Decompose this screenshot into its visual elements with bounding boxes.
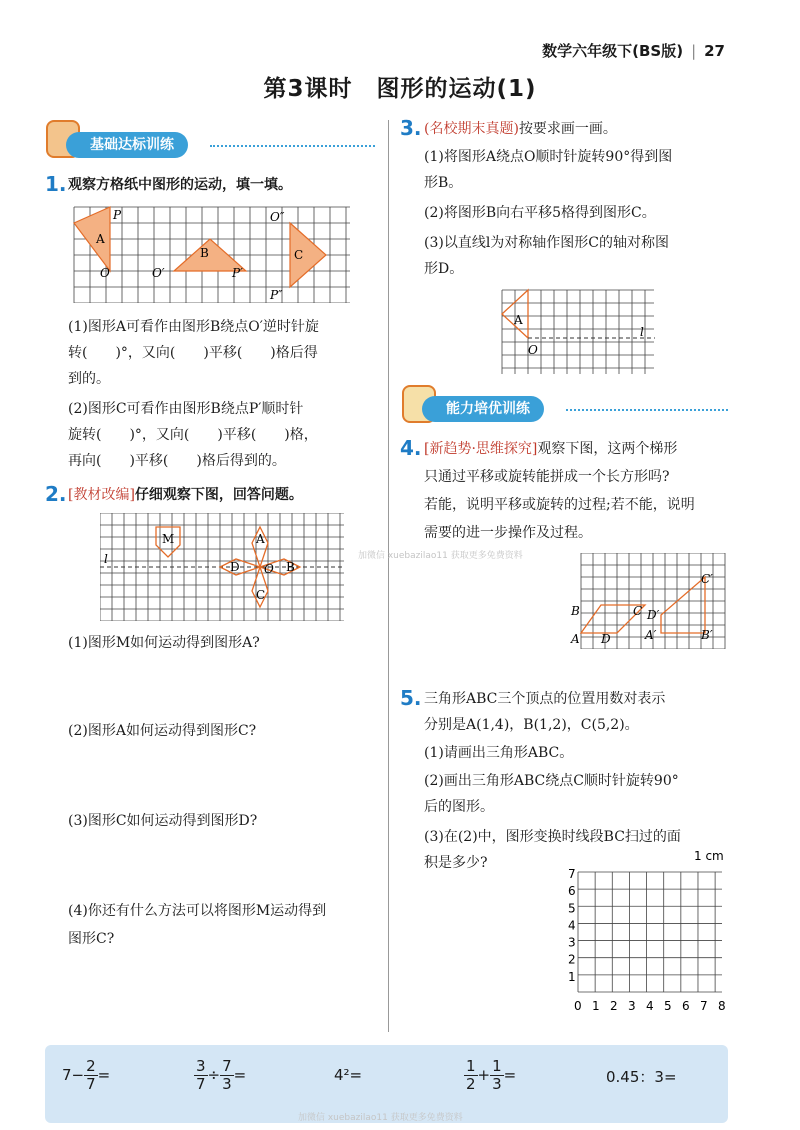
expr-4-eq: = (503, 1066, 517, 1084)
q4-text1: 观察下图，这两个梯形 (537, 441, 678, 457)
expr-4 (464, 1058, 516, 1093)
label-d2: D (230, 560, 240, 574)
q5-sub3-line1: (3)在(2)中，图形变换时线段BC扫过的面 (424, 829, 681, 845)
section-banner-advanced: 能力培优训练 (422, 396, 544, 422)
frac-4a-den: 2 (466, 1075, 476, 1093)
q5-sub2-line2: 后的图形。 (424, 799, 494, 815)
trapezoid-2 (661, 577, 705, 633)
expr-1-a: 7− (62, 1066, 85, 1084)
q1-part2-line1: (2)图形C可看作由图形B绕点P′顺时针 (68, 401, 304, 417)
q2-grid-figure (100, 513, 345, 621)
q3-stem-line (424, 116, 617, 142)
frac-2b-den: 3 (222, 1075, 232, 1093)
q3-number: 3. (400, 116, 422, 140)
q3-sub1-line2: 形B。 (424, 175, 463, 191)
watermark-bottom: 加微信 xuebazilao11 获取更多免费资料 (298, 1113, 463, 1123)
lesson-title: 第3课时 图形的运动(1) (263, 76, 537, 102)
q3-grid-figure (500, 288, 655, 374)
label-o2: O″ (270, 210, 285, 224)
label-l3: l (640, 325, 644, 339)
x-tick-label: 1 (592, 999, 600, 1013)
label-p: P (113, 208, 122, 222)
y-tick-label: 3 (568, 935, 576, 950)
frac-1 (84, 1058, 98, 1093)
column-divider (388, 120, 389, 1032)
label-b: B (200, 246, 209, 260)
expr-4-op: + (477, 1066, 491, 1084)
q4-line1 (424, 436, 677, 462)
x-tick-label: 4 (646, 999, 654, 1013)
frac-4a (464, 1058, 478, 1093)
q5-line1: 三角形ABC三个顶点的位置用数对表示 (424, 691, 666, 707)
q2-tag: [教材改编] (68, 487, 135, 503)
x-tick-label: 5 (664, 999, 672, 1013)
x-tick-label: 6 (682, 999, 690, 1013)
q5-sub3-line2: 积是多少? (424, 855, 488, 871)
page-number: 27 (704, 42, 725, 60)
q1-stem: 观察方格纸中图形的运动，填一填。 (68, 177, 292, 193)
q3-sub2: (2)将图形B向右平移5格得到图形C。 (424, 205, 656, 221)
expr-1 (62, 1058, 110, 1093)
frac-1-den: 7 (86, 1075, 96, 1093)
label-o1: O′ (152, 266, 165, 280)
expr-2-eq: = (233, 1066, 247, 1084)
frac-2b-num: 7 (222, 1057, 232, 1075)
book-title: 数学六年级下(BS版) (542, 42, 684, 60)
label-c: C (294, 248, 304, 262)
q1-number: 1. (45, 172, 67, 196)
label-o2c: O (264, 562, 274, 576)
q4-line2: 只通过平移或旋转能拼成一个长方形吗? (424, 469, 670, 485)
label-d4: D (601, 632, 611, 646)
y-tick-label: 1 (568, 969, 576, 984)
x-tick-label: 2 (610, 999, 618, 1013)
frac-2a-num: 3 (196, 1057, 206, 1075)
unit-label: 1 cm (694, 849, 724, 863)
q5-line2: 分别是A(1,4)，B(1,2)，C(5,2)。 (424, 717, 639, 733)
frac-1-num: 2 (86, 1057, 96, 1075)
label-m: M (162, 532, 175, 546)
expr-2-op: ÷ (207, 1066, 221, 1084)
q1-part1-line1: (1)图形A可看作由图形B绕点O′逆时针旋 (68, 319, 319, 335)
x-tick-label: 7 (700, 999, 708, 1013)
y-tick-label: 5 (568, 901, 576, 916)
label-a3: A (514, 313, 523, 327)
q2-stem: 仔细观察下图，回答问题。 (134, 487, 303, 503)
q4-line3: 若能，说明平移或旋转的过程;若不能，说明 (424, 497, 695, 513)
label-c2: C (256, 588, 266, 602)
expr-2 (194, 1058, 246, 1093)
q1-part1-line2: 转( )°，又向( )平移( )格后得 (68, 345, 318, 361)
label-b4: B (571, 604, 580, 618)
label-a1: A′ (645, 628, 657, 642)
x-tick-label: 0 (574, 999, 582, 1013)
q3-sub3-line1: (3)以直线l为对称轴作图形C的轴对称图 (424, 235, 670, 251)
q4-tag: [新趋势·思维探究] (424, 441, 538, 457)
q2-sub3: (3)图形C如何运动得到图形D? (68, 813, 258, 829)
banner-dots-2 (566, 409, 728, 411)
frac-2b (220, 1058, 234, 1093)
label-o: O (100, 266, 110, 280)
q2-sub2: (2)图形A如何运动得到图形C? (68, 723, 257, 739)
q2-sub4-line1: (4)你还有什么方法可以将图形M运动得到 (68, 903, 327, 919)
q3-sub1-line1: (1)将图形A绕点O顺时针旋转90°得到图 (424, 149, 673, 165)
page-header: 数学六年级下(BS版) | 27 (542, 42, 725, 60)
q4-grid-figure (569, 553, 727, 649)
q2-sub4-line2: 图形C? (68, 931, 115, 947)
label-c1: C′ (701, 572, 713, 586)
q3-stem: 按要求画一画。 (518, 121, 617, 137)
y-tick-label: 2 (568, 952, 576, 967)
q2-number: 2. (45, 482, 67, 506)
q4-line4: 需要的进一步操作及过程。 (424, 525, 592, 541)
q1-part2-line2: 旋转( )°，又向( )平移( )格， (68, 427, 318, 443)
y-tick-label: 6 (568, 884, 576, 899)
label-a2: A (256, 532, 265, 546)
watermark-mid: 加微信 xuebazilao11 获取更多免费资料 (358, 551, 523, 561)
section-banner-basic: 基础达标训练 (66, 132, 188, 158)
expr-1-eq: = (97, 1066, 111, 1084)
q4-number: 4. (400, 436, 422, 460)
q2-sub1: (1)图形M如何运动得到图形A? (68, 635, 260, 651)
y-tick-label: 7 (568, 867, 576, 881)
label-o3: O (528, 343, 538, 357)
q3-sub3-line2: 形D。 (424, 261, 464, 277)
frac-4a-num: 1 (466, 1057, 476, 1075)
label-c4: C (633, 604, 643, 618)
frac-2a (194, 1058, 208, 1093)
q5-coordinate-grid (566, 848, 730, 1016)
q1-part1-line3: 到的。 (68, 371, 110, 387)
banner-dots (210, 145, 375, 147)
q3-tag: (名校期末真题) (424, 121, 519, 137)
x-tick-label: 3 (628, 999, 636, 1013)
x-tick-label: 8 (718, 999, 726, 1013)
label-l: l (104, 552, 108, 566)
label-b1: B′ (701, 628, 713, 642)
q5-number: 5. (400, 686, 422, 710)
expr-5: 0.45：3= (606, 1068, 677, 1086)
expr-3: 4²= (334, 1066, 363, 1084)
label-p2: P″ (270, 288, 283, 302)
label-p1: P′ (232, 266, 243, 280)
label-b2: B (286, 560, 295, 574)
frac-2a-den: 7 (196, 1075, 206, 1093)
frac-4b (490, 1058, 504, 1093)
q5-sub1: (1)请画出三角形ABC。 (424, 745, 574, 761)
label-a4: A (571, 632, 580, 646)
q1-part2-line3: 再向( )平移( )格后得到的。 (68, 453, 286, 469)
y-tick-label: 4 (568, 918, 576, 933)
frac-4b-den: 3 (492, 1075, 502, 1093)
label-d1: D′ (647, 608, 660, 622)
q2-stem-line (68, 482, 303, 508)
q5-sub2-line1: (2)画出三角形ABC绕点C顺时针旋转90° (424, 773, 679, 789)
q1-grid-figure (70, 203, 352, 303)
frac-4b-num: 1 (492, 1057, 502, 1075)
label-a: A (96, 232, 105, 246)
